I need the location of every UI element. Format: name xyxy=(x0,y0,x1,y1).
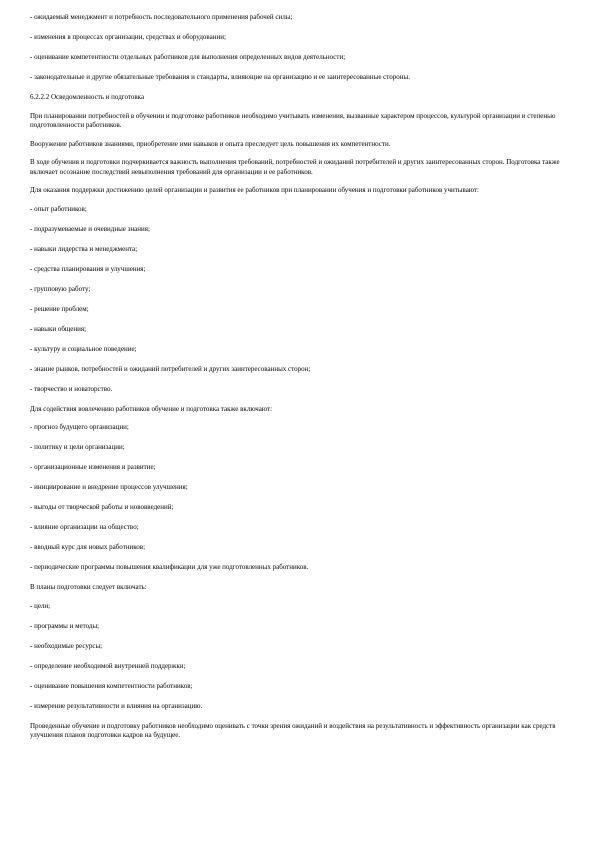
list-item: - знание рынков, потребностей и ожиданий потребителей и других заинтересованных сторон; xyxy=(30,364,311,373)
list-item: - законодательные и другие обязательные требования и стандарты, влияющие на организацию и ее заинтересованные стороны. xyxy=(30,73,410,81)
list-item: - ожидаемый менеджмент и потребность последовательного применения рабочей силы; xyxy=(30,13,293,21)
section-heading: 6.2.2.2 Осведомленность и подготовка xyxy=(30,93,145,101)
list-item: - политику и цели организации; xyxy=(30,443,125,451)
list-item: - изменения в процессах организации, средствах и оборудовании; xyxy=(30,33,226,41)
list-item: - оценивание компетентности отдельных работников для выполнения определенных видов деятельности; xyxy=(30,53,346,61)
list-item: - навыки общения; xyxy=(30,324,87,333)
list-item: - программы и методы; xyxy=(30,621,100,630)
list-item: - опыт работников; xyxy=(30,204,87,213)
list-item: - вводный курс для новых работников; xyxy=(30,543,146,551)
list-item: - прогноз будущего организации; xyxy=(30,423,129,431)
list-item: - выгоды от творческой работы и нововведений; xyxy=(30,503,174,511)
document-body xyxy=(30,13,560,750)
paragraph: Вооружение работников знаниями, приобретение ими навыков и опыта преследует цель повышения их компетентности. xyxy=(30,139,391,148)
paragraph: Для оказания поддержки достижению целей организации и развития ее работников при планировании обучения и подготовки работников учитывают: xyxy=(30,186,479,194)
paragraph: В ходе обучения и подготовки подчеркивается важность выполнения требований, потребностей и ожиданий потребителей и других заинтересованных сторон. Подготовка также включает осознание последствий невыполнения требований для организации и ее работников. xyxy=(30,158,560,176)
list-item: - необходимые ресурсы; xyxy=(30,641,103,650)
paragraph: При планировании потребностей в обучении и подготовке работников необходимо учитывать изменения, вызванные характером процессов, культурой организации и степенью подготовленности работников. xyxy=(30,111,556,129)
list-item: - оценивание повышения компетентности работников; xyxy=(30,681,193,690)
list-item: - инициирование и внедрение процессов улучшения; xyxy=(30,483,188,491)
list-item: - решение проблем; xyxy=(30,304,89,313)
list-item: - групповую работу; xyxy=(30,284,91,293)
list-item: - подразумеваемые и очевидные знания; xyxy=(30,224,150,233)
list-item: - средства планирования и улучшения; xyxy=(30,264,146,273)
list-item: - влияние организации на общество; xyxy=(30,523,139,531)
list-item: - цели; xyxy=(30,601,51,610)
list-item: - навыки лидерства и менеджмента; xyxy=(30,244,138,253)
list-item: - измерение результативности и влияния на организацию. xyxy=(30,701,203,710)
list-item: - культуру и социальное поведение; xyxy=(30,344,137,353)
list-item: - творчество и новаторство. xyxy=(30,384,113,393)
list-item: - периодические программы повышения квалификации для уже подготовленных работников. xyxy=(30,563,309,571)
paragraph: В планы подготовки следует включать: xyxy=(30,583,147,591)
list-item: - определение необходимой внутренней поддержки; xyxy=(30,661,186,670)
paragraph: Для содействия вовлечению работников обучение и подготовка также включают: xyxy=(30,404,273,413)
paragraph: Проведенные обучение и подготовку работников необходимо оценивать с точки зрения ожиданий и воздействия на результативность и эффективность организации как средств улучшения планов подготовки кадров на будущее. xyxy=(30,721,556,739)
list-item: - организационные изменения и развитие; xyxy=(30,463,156,471)
